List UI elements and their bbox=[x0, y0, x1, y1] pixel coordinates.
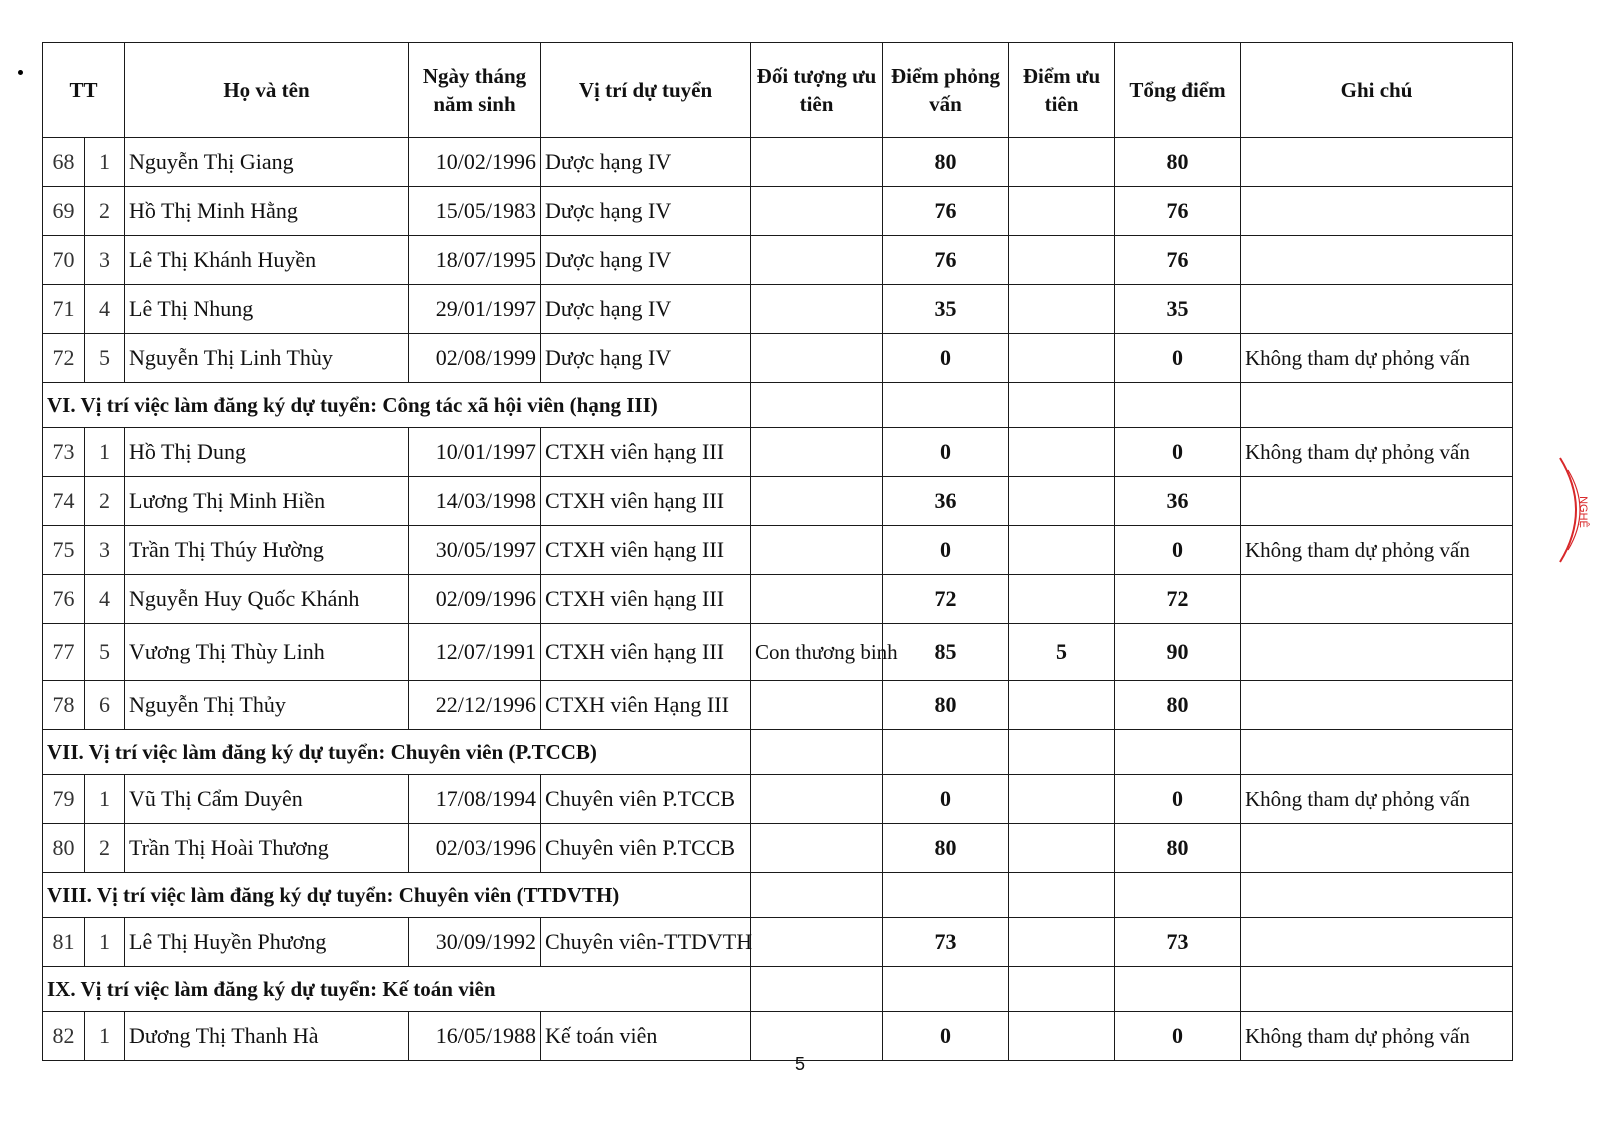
cell-interview-score: 80 bbox=[883, 824, 1009, 873]
section-title: VII. Vị trí việc làm đăng ký dự tuyển: Chuyên viên (P.TCCB) bbox=[43, 730, 751, 775]
cell-priority-score: 5 bbox=[1009, 624, 1115, 681]
cell-note bbox=[1241, 918, 1513, 967]
cell-name: Nguyễn Huy Quốc Khánh bbox=[125, 575, 409, 624]
cell-priority-score bbox=[1009, 575, 1115, 624]
cell-dob: 16/05/1988 bbox=[409, 1012, 541, 1061]
cell-stt: 79 bbox=[43, 775, 85, 824]
cell-position: Kế toán viên bbox=[541, 1012, 751, 1061]
header-tt: TT bbox=[43, 43, 125, 138]
cell-priority-group bbox=[751, 187, 883, 236]
cell-position: Dược hạng IV bbox=[541, 138, 751, 187]
cell-priority-group bbox=[751, 526, 883, 575]
cell-total: 35 bbox=[1115, 285, 1241, 334]
cell-name: Nguyễn Thị Linh Thùy bbox=[125, 334, 409, 383]
cell-interview-score: 0 bbox=[883, 526, 1009, 575]
cell-note bbox=[1241, 285, 1513, 334]
cell-priority-group bbox=[751, 236, 883, 285]
cell-dob: 17/08/1994 bbox=[409, 775, 541, 824]
cell-note bbox=[1241, 187, 1513, 236]
cell-total: 80 bbox=[1115, 824, 1241, 873]
cell-stt: 77 bbox=[43, 624, 85, 681]
cell-interview-score: 0 bbox=[883, 775, 1009, 824]
table-row bbox=[43, 681, 1513, 730]
section-heading-row bbox=[43, 873, 1513, 918]
cell-interview-score: 0 bbox=[883, 1012, 1009, 1061]
cell-no: 5 bbox=[85, 334, 125, 383]
cell-priority-score bbox=[1009, 775, 1115, 824]
cell-name: Nguyễn Thị Giang bbox=[125, 138, 409, 187]
header-name: Họ và tên bbox=[125, 43, 409, 138]
header-dob: Ngày tháng năm sinh bbox=[409, 43, 541, 138]
cell-dob: 30/05/1997 bbox=[409, 526, 541, 575]
cell-position: CTXH viên Hạng III bbox=[541, 681, 751, 730]
cell-interview-score: 76 bbox=[883, 236, 1009, 285]
cell-priority-group bbox=[751, 775, 883, 824]
cell-position: Dược hạng IV bbox=[541, 285, 751, 334]
cell-stt: 68 bbox=[43, 138, 85, 187]
cell-total: 73 bbox=[1115, 918, 1241, 967]
empty-cell bbox=[1241, 873, 1513, 918]
empty-cell bbox=[751, 730, 883, 775]
cell-name: Trần Thị Hoài Thương bbox=[125, 824, 409, 873]
cell-name: Hồ Thị Dung bbox=[125, 428, 409, 477]
cell-position: CTXH viên hạng III bbox=[541, 526, 751, 575]
cell-priority-score bbox=[1009, 285, 1115, 334]
cell-stt: 69 bbox=[43, 187, 85, 236]
red-seal-stamp bbox=[1558, 450, 1598, 570]
cell-priority-score bbox=[1009, 138, 1115, 187]
cell-note: Không tham dự phỏng vấn bbox=[1241, 1012, 1513, 1061]
cell-name: Lê Thị Huyền Phương bbox=[125, 918, 409, 967]
cell-no: 4 bbox=[85, 575, 125, 624]
cell-note: Không tham dự phỏng vấn bbox=[1241, 526, 1513, 575]
cell-priority-score bbox=[1009, 681, 1115, 730]
cell-note bbox=[1241, 681, 1513, 730]
cell-priority-group: Con thương binh bbox=[751, 624, 883, 681]
empty-cell bbox=[883, 873, 1009, 918]
empty-cell bbox=[883, 730, 1009, 775]
cell-total: 0 bbox=[1115, 775, 1241, 824]
cell-stt: 73 bbox=[43, 428, 85, 477]
cell-dob: 10/02/1996 bbox=[409, 138, 541, 187]
cell-priority-group bbox=[751, 575, 883, 624]
table-row bbox=[43, 428, 1513, 477]
cell-priority-group bbox=[751, 477, 883, 526]
cell-note bbox=[1241, 624, 1513, 681]
cell-interview-score: 0 bbox=[883, 334, 1009, 383]
header-interview-score: Điểm phỏng vấn bbox=[883, 43, 1009, 138]
table-row bbox=[43, 334, 1513, 383]
cell-priority-score bbox=[1009, 526, 1115, 575]
cell-no: 3 bbox=[85, 526, 125, 575]
cell-priority-group bbox=[751, 138, 883, 187]
table-row bbox=[43, 918, 1513, 967]
cell-position: Chuyên viên-TTDVTH bbox=[541, 918, 751, 967]
page-number: 5 bbox=[794, 1054, 805, 1074]
table-row bbox=[43, 824, 1513, 873]
cell-no: 1 bbox=[85, 138, 125, 187]
cell-interview-score: 85 bbox=[883, 624, 1009, 681]
results-table bbox=[42, 42, 1513, 1061]
cell-interview-score: 36 bbox=[883, 477, 1009, 526]
cell-interview-score: 72 bbox=[883, 575, 1009, 624]
cell-name: Hồ Thị Minh Hằng bbox=[125, 187, 409, 236]
cell-no: 4 bbox=[85, 285, 125, 334]
cell-dob: 15/05/1983 bbox=[409, 187, 541, 236]
empty-cell bbox=[1009, 383, 1115, 428]
cell-no: 5 bbox=[85, 624, 125, 681]
cell-priority-group bbox=[751, 428, 883, 477]
cell-priority-score bbox=[1009, 428, 1115, 477]
cell-stt: 80 bbox=[43, 824, 85, 873]
cell-dob: 12/07/1991 bbox=[409, 624, 541, 681]
header-priority-score: Điểm ưu tiên bbox=[1009, 43, 1115, 138]
section-title: VIII. Vị trí việc làm đăng ký dự tuyển: Chuyên viên (TTDVTH) bbox=[43, 873, 751, 918]
cell-total: 76 bbox=[1115, 236, 1241, 285]
cell-position: CTXH viên hạng III bbox=[541, 575, 751, 624]
empty-cell bbox=[1009, 873, 1115, 918]
cell-name: Dương Thị Thanh Hà bbox=[125, 1012, 409, 1061]
cell-priority-group bbox=[751, 334, 883, 383]
section-heading-row bbox=[43, 730, 1513, 775]
cell-priority-score bbox=[1009, 918, 1115, 967]
empty-cell bbox=[1009, 730, 1115, 775]
empty-cell bbox=[1115, 967, 1241, 1012]
cell-stt: 71 bbox=[43, 285, 85, 334]
table-row bbox=[43, 477, 1513, 526]
cell-total: 76 bbox=[1115, 187, 1241, 236]
cell-position: Dược hạng IV bbox=[541, 187, 751, 236]
cell-dob: 18/07/1995 bbox=[409, 236, 541, 285]
cell-stt: 74 bbox=[43, 477, 85, 526]
cell-interview-score: 76 bbox=[883, 187, 1009, 236]
cell-dob: 29/01/1997 bbox=[409, 285, 541, 334]
cell-note bbox=[1241, 824, 1513, 873]
empty-cell bbox=[1115, 383, 1241, 428]
cell-priority-group bbox=[751, 681, 883, 730]
cell-priority-group bbox=[751, 918, 883, 967]
cell-interview-score: 80 bbox=[883, 681, 1009, 730]
cell-total: 80 bbox=[1115, 681, 1241, 730]
empty-cell bbox=[1241, 383, 1513, 428]
cell-total: 90 bbox=[1115, 624, 1241, 681]
cell-stt: 76 bbox=[43, 575, 85, 624]
header-row bbox=[43, 43, 1513, 138]
section-heading-row bbox=[43, 967, 1513, 1012]
cell-dob: 10/01/1997 bbox=[409, 428, 541, 477]
cell-name: Lương Thị Minh Hiền bbox=[125, 477, 409, 526]
empty-cell bbox=[1241, 730, 1513, 775]
header-total: Tổng điểm bbox=[1115, 43, 1241, 138]
cell-total: 0 bbox=[1115, 334, 1241, 383]
cell-priority-group bbox=[751, 824, 883, 873]
cell-name: Vương Thị Thùy Linh bbox=[125, 624, 409, 681]
empty-cell bbox=[1241, 967, 1513, 1012]
cell-name: Lê Thị Khánh Huyền bbox=[125, 236, 409, 285]
cell-note bbox=[1241, 138, 1513, 187]
cell-position: CTXH viên hạng III bbox=[541, 428, 751, 477]
empty-cell bbox=[883, 383, 1009, 428]
cell-total: 36 bbox=[1115, 477, 1241, 526]
cell-note bbox=[1241, 477, 1513, 526]
table-row bbox=[43, 138, 1513, 187]
empty-cell bbox=[751, 383, 883, 428]
cell-no: 1 bbox=[85, 428, 125, 477]
cell-position: Dược hạng IV bbox=[541, 334, 751, 383]
table-row bbox=[43, 575, 1513, 624]
cell-note bbox=[1241, 236, 1513, 285]
cell-no: 2 bbox=[85, 187, 125, 236]
cell-note: Không tham dự phỏng vấn bbox=[1241, 428, 1513, 477]
table-row bbox=[43, 236, 1513, 285]
empty-cell bbox=[751, 967, 883, 1012]
cell-position: CTXH viên hạng III bbox=[541, 477, 751, 526]
header-note: Ghi chú bbox=[1241, 43, 1513, 138]
margin-bullet bbox=[18, 70, 23, 75]
cell-name: Trần Thị Thúy Hường bbox=[125, 526, 409, 575]
section-heading-row bbox=[43, 383, 1513, 428]
cell-total: 0 bbox=[1115, 1012, 1241, 1061]
cell-dob: 02/09/1996 bbox=[409, 575, 541, 624]
cell-interview-score: 80 bbox=[883, 138, 1009, 187]
cell-no: 1 bbox=[85, 918, 125, 967]
cell-name: Lê Thị Nhung bbox=[125, 285, 409, 334]
empty-cell bbox=[1115, 873, 1241, 918]
table-row bbox=[43, 526, 1513, 575]
cell-stt: 78 bbox=[43, 681, 85, 730]
cell-position: Dược hạng IV bbox=[541, 236, 751, 285]
empty-cell bbox=[883, 967, 1009, 1012]
cell-priority-score bbox=[1009, 334, 1115, 383]
table-row bbox=[43, 624, 1513, 681]
cell-note bbox=[1241, 575, 1513, 624]
cell-stt: 72 bbox=[43, 334, 85, 383]
cell-total: 0 bbox=[1115, 428, 1241, 477]
svg-text:NGHỆ: NGHỆ bbox=[1577, 496, 1589, 528]
cell-stt: 70 bbox=[43, 236, 85, 285]
header-priority-group: Đối tượng ưu tiên bbox=[751, 43, 883, 138]
cell-dob: 14/03/1998 bbox=[409, 477, 541, 526]
table-row bbox=[43, 285, 1513, 334]
cell-stt: 81 bbox=[43, 918, 85, 967]
empty-cell bbox=[751, 873, 883, 918]
section-title: VI. Vị trí việc làm đăng ký dự tuyển: Công tác xã hội viên (hạng III) bbox=[43, 383, 751, 428]
header-position: Vị trí dự tuyển bbox=[541, 43, 751, 138]
table-row bbox=[43, 187, 1513, 236]
cell-stt: 75 bbox=[43, 526, 85, 575]
cell-stt: 82 bbox=[43, 1012, 85, 1061]
cell-priority-score bbox=[1009, 187, 1115, 236]
cell-total: 72 bbox=[1115, 575, 1241, 624]
cell-priority-score bbox=[1009, 236, 1115, 285]
cell-no: 3 bbox=[85, 236, 125, 285]
cell-priority-score bbox=[1009, 477, 1115, 526]
cell-no: 6 bbox=[85, 681, 125, 730]
table-row bbox=[43, 775, 1513, 824]
cell-note: Không tham dự phỏng vấn bbox=[1241, 334, 1513, 383]
cell-no: 2 bbox=[85, 824, 125, 873]
cell-priority-score bbox=[1009, 824, 1115, 873]
cell-name: Vũ Thị Cẩm Duyên bbox=[125, 775, 409, 824]
section-title: IX. Vị trí việc làm đăng ký dự tuyển: Kế toán viên bbox=[43, 967, 751, 1012]
table-body bbox=[43, 138, 1513, 1061]
cell-total: 0 bbox=[1115, 526, 1241, 575]
cell-no: 1 bbox=[85, 1012, 125, 1061]
cell-dob: 02/08/1999 bbox=[409, 334, 541, 383]
cell-dob: 22/12/1996 bbox=[409, 681, 541, 730]
cell-interview-score: 0 bbox=[883, 428, 1009, 477]
cell-total: 80 bbox=[1115, 138, 1241, 187]
cell-no: 2 bbox=[85, 477, 125, 526]
cell-interview-score: 73 bbox=[883, 918, 1009, 967]
results-sheet bbox=[42, 42, 1512, 1061]
empty-cell bbox=[1115, 730, 1241, 775]
cell-priority-group bbox=[751, 285, 883, 334]
cell-interview-score: 35 bbox=[883, 285, 1009, 334]
cell-note: Không tham dự phỏng vấn bbox=[1241, 775, 1513, 824]
cell-dob: 02/03/1996 bbox=[409, 824, 541, 873]
cell-dob: 30/09/1992 bbox=[409, 918, 541, 967]
cell-name: Nguyễn Thị Thủy bbox=[125, 681, 409, 730]
empty-cell bbox=[1009, 967, 1115, 1012]
cell-position: Chuyên viên P.TCCB bbox=[541, 824, 751, 873]
cell-no: 1 bbox=[85, 775, 125, 824]
cell-position: CTXH viên hạng III bbox=[541, 624, 751, 681]
cell-position: Chuyên viên P.TCCB bbox=[541, 775, 751, 824]
